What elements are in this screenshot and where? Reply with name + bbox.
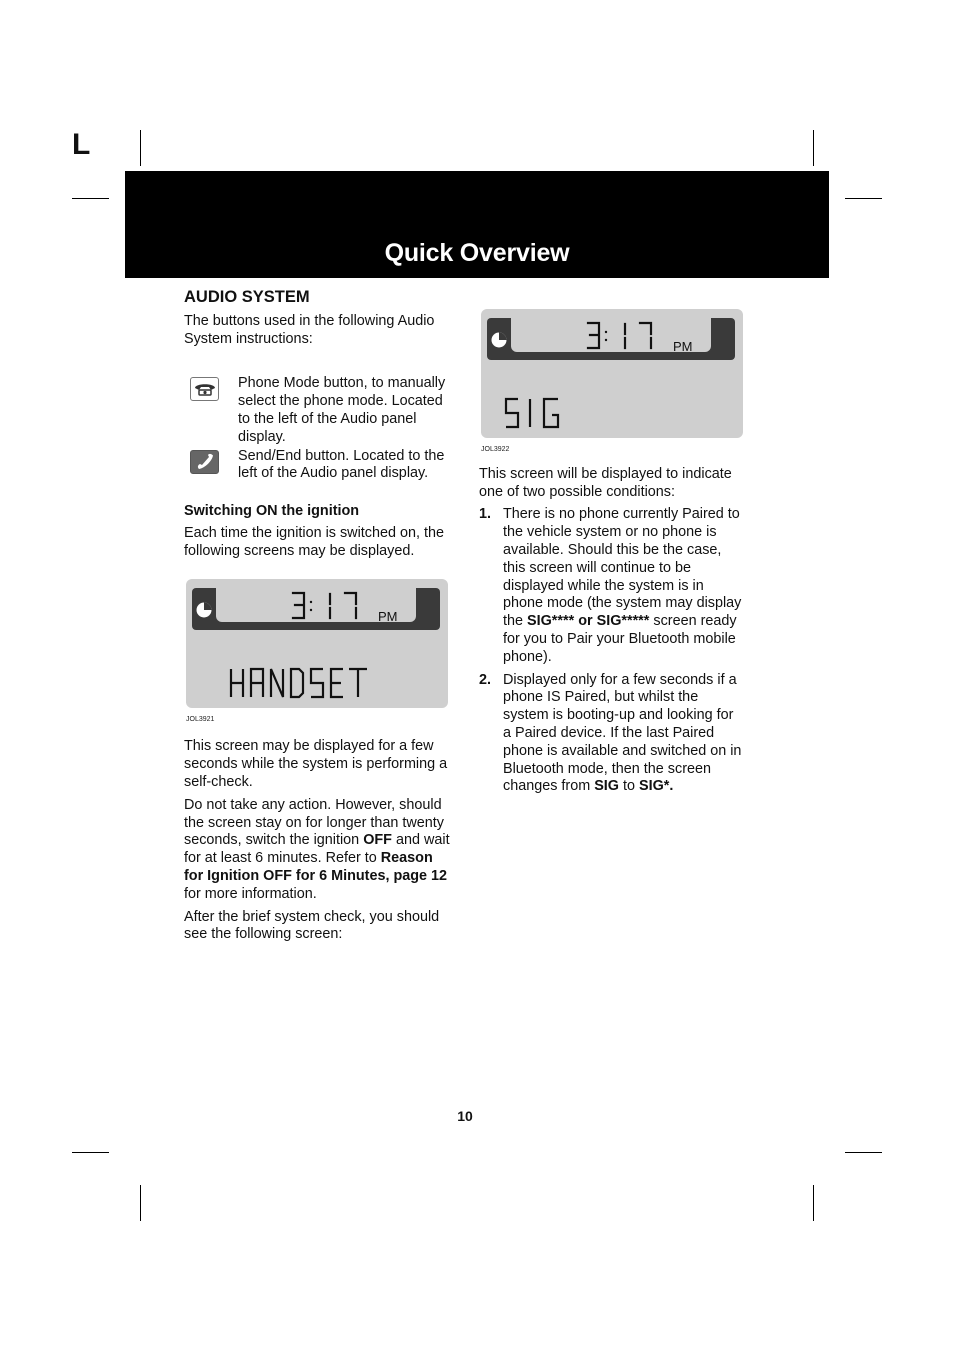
- page-title: Quick Overview: [384, 239, 570, 267]
- crop-mark: [845, 1152, 882, 1153]
- side-tab-letter: L: [72, 128, 91, 161]
- crop-mark: [813, 130, 814, 166]
- lcd-main-text: [504, 397, 574, 429]
- display-top-bar: [487, 318, 735, 360]
- crop-mark: [72, 1152, 109, 1153]
- header-bar: [125, 171, 829, 278]
- button-description-row: [184, 448, 450, 484]
- lcd-time: [290, 590, 370, 622]
- lcd-time: [585, 320, 665, 352]
- lcd-main-text: [229, 667, 379, 699]
- selfcheck-text: This screen may be displayed for a few seconds while the system is performing a self-check.: [184, 738, 448, 790]
- phone-mode-icon: [190, 377, 219, 401]
- intro-text: The buttons used in the following Audio System instructions:: [184, 312, 435, 347]
- pm-indicator: PM: [673, 339, 693, 354]
- clock-icon: [491, 332, 507, 348]
- crop-mark: [813, 1185, 814, 1221]
- list-item: 2. Displayed only for a few seconds if a phone IS Paired, but whilst the system is booting-up and looking for a Paired device. If the last Paired phone is available and switched on in Bluetooth mode, then the screen changes from SIG to SIG*.: [479, 671, 742, 795]
- pm-indicator: PM: [378, 608, 398, 624]
- image-reference: JOL3921: [186, 715, 215, 723]
- right-column: [479, 309, 745, 801]
- crop-mark: [72, 198, 109, 199]
- conditions-intro: This screen will be displayed to indicate one of two possible conditions:: [479, 465, 732, 500]
- crop-mark: [140, 130, 141, 166]
- subheading: Switching ON the ignition: [184, 503, 360, 520]
- page-number: 10: [457, 1108, 473, 1124]
- clock-icon: [196, 602, 212, 618]
- conditions-list: [479, 506, 745, 796]
- button-description: Send/End button. Located to the left of the Audio panel display.: [238, 447, 445, 482]
- after-check-text: After the brief system check, you should see the following screen:: [184, 908, 440, 943]
- section-title: AUDIO SYSTEM: [184, 288, 310, 306]
- left-column: [184, 289, 450, 949]
- image-reference: JOL3922: [481, 446, 510, 453]
- display-top-bar: [192, 588, 440, 630]
- audio-display-screen-handset: [186, 579, 448, 708]
- button-description: Phone Mode button, to manually select the phone mode. Located to the left of the Audio panel display.: [238, 375, 446, 445]
- crop-mark: [845, 198, 882, 199]
- send-end-icon: [190, 450, 219, 474]
- button-description-row: [184, 375, 450, 446]
- list-item: 1. There is no phone currently Paired to the vehicle system or no phone is available. Should this be the case, this screen will continue to be displayed while the system is in phone mode (the system may display the SIG**** or SIG***** screen ready for you to Pair your Bluetooth mobile phone).: [479, 506, 742, 665]
- ignition-text: Each time the ignition is switched on, the following screens may be displayed.: [184, 524, 444, 559]
- action-text: Do not take any action. However, should the screen stay on for longer than twenty seconds, switch the ignition OFF and wait for at least 6 minutes. Refer to Reason for Ignition OFF for 6 Minutes, page 12 for more information.: [184, 796, 450, 902]
- crop-mark: [140, 1185, 141, 1221]
- audio-display-screen-sig: [481, 309, 743, 438]
